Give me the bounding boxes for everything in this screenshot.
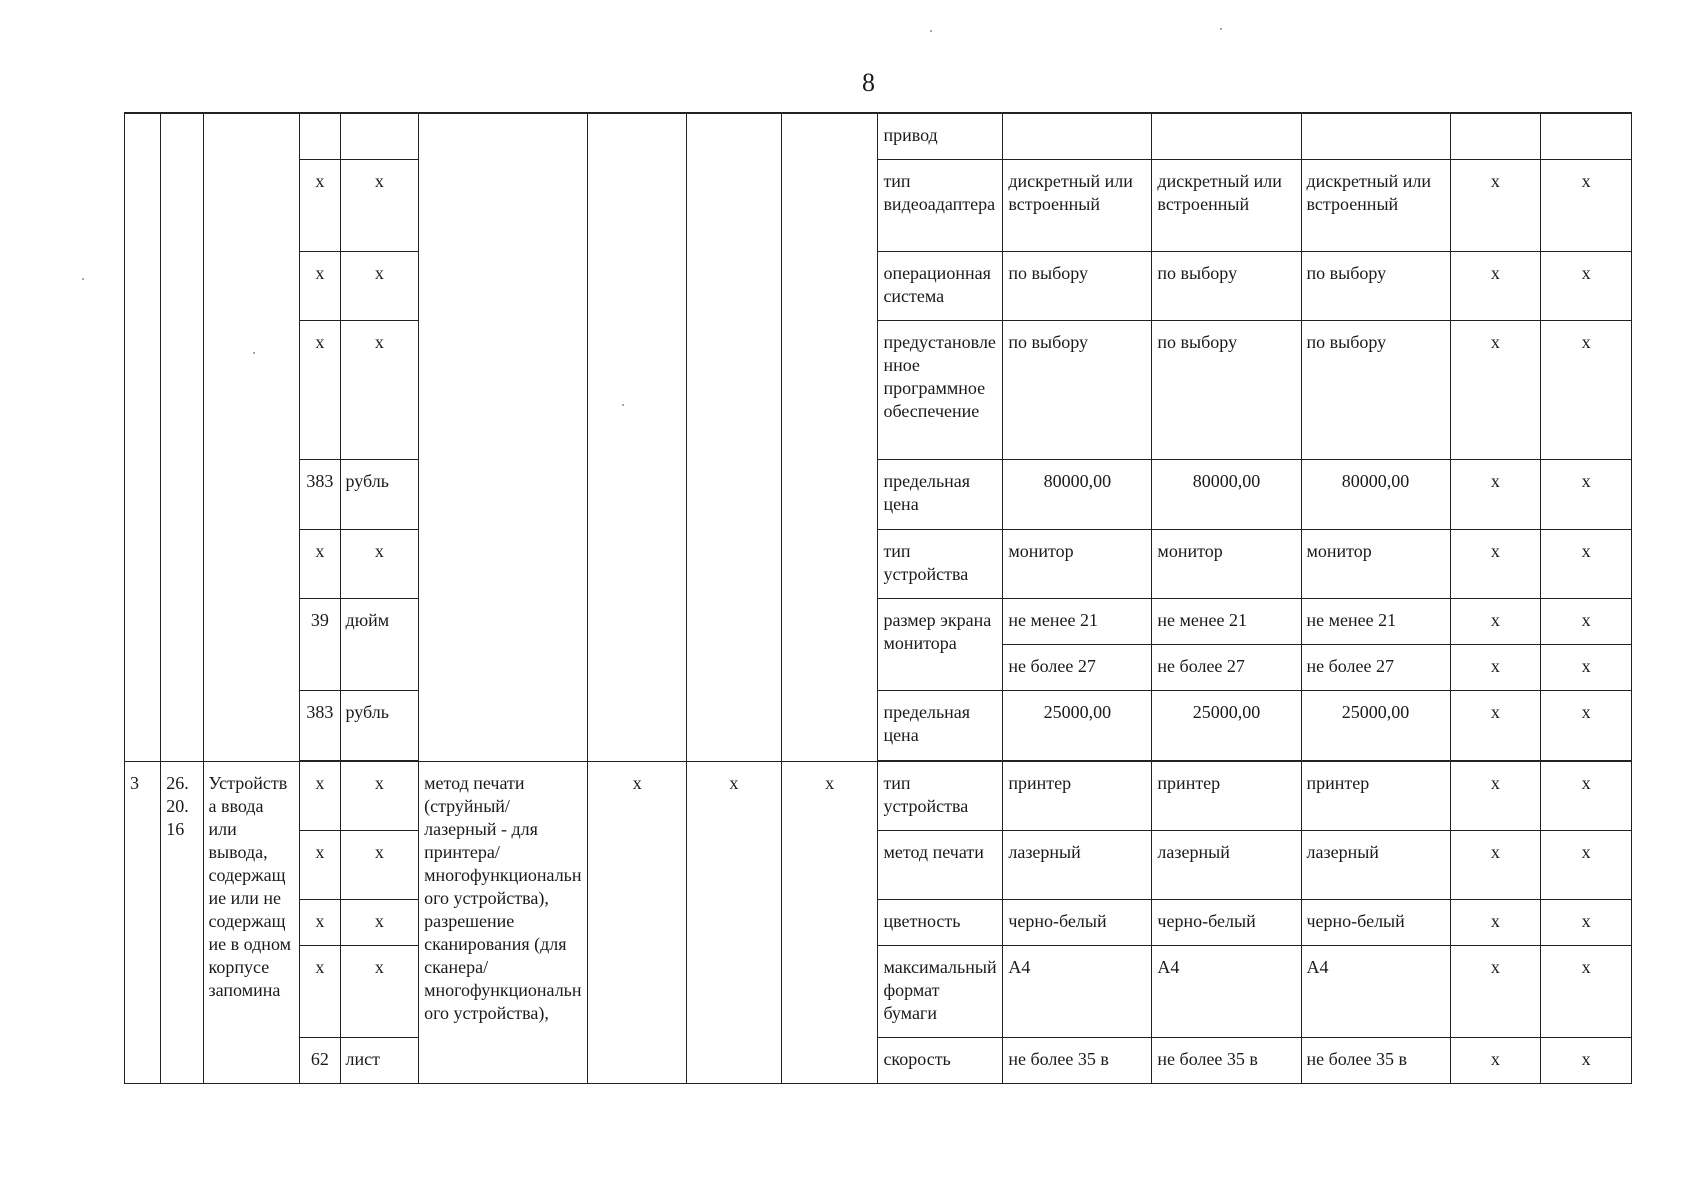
table-row xyxy=(125,830,1632,899)
cell-unit-code: 62 xyxy=(300,1037,340,1083)
cell-x: х xyxy=(1450,899,1541,945)
table-row xyxy=(125,690,1632,760)
cell-unit-code: 383 xyxy=(300,459,340,529)
scan-speck xyxy=(622,404,624,406)
cell-value: 80000,00 xyxy=(1003,459,1152,529)
cell-value: лазерный xyxy=(1003,830,1152,899)
cell-x: х xyxy=(1541,899,1632,945)
cell-x: х xyxy=(1541,945,1632,1037)
cell-value: не менее 21 xyxy=(1003,598,1152,644)
cell-okpd-code: 26.20.16 xyxy=(161,761,203,1083)
cell-unit-code xyxy=(300,113,340,159)
table-row xyxy=(125,761,1632,830)
cell-value: принтер xyxy=(1003,761,1152,830)
cell-unit-name: рубль xyxy=(340,690,419,760)
cell-x xyxy=(1541,113,1632,159)
cell-unit-code: х xyxy=(300,251,340,320)
cell-value xyxy=(1301,113,1450,159)
cell-name-empty xyxy=(203,113,300,761)
cell-value: по выбору xyxy=(1003,320,1152,459)
cell-value: 80000,00 xyxy=(1301,459,1450,529)
cell-value: по выбору xyxy=(1152,251,1301,320)
cell-x: х xyxy=(1541,761,1632,830)
scan-speck xyxy=(82,278,84,280)
scan-speck xyxy=(253,352,255,354)
cell-characteristic: предельная цена xyxy=(878,459,1003,529)
cell-x: х xyxy=(1450,251,1541,320)
cell-unit-name: х xyxy=(340,159,419,251)
cell-characteristic: тип устройства xyxy=(878,761,1003,830)
cell-x: х xyxy=(1450,945,1541,1037)
cell-value: дискретный или встроенный xyxy=(1003,159,1152,251)
table-row xyxy=(125,899,1632,945)
cell-num-empty xyxy=(125,113,161,761)
cell-unit-code: х xyxy=(300,899,340,945)
cell-x: х xyxy=(1541,159,1632,251)
cell-x: х xyxy=(1541,251,1632,320)
cell-value: А4 xyxy=(1152,945,1301,1037)
cell-x: х xyxy=(1450,529,1541,598)
table-row xyxy=(125,320,1632,459)
cell-value: не более 35 в xyxy=(1152,1037,1301,1083)
cell-value xyxy=(1003,113,1152,159)
cell-value: по выбору xyxy=(1152,320,1301,459)
page-number: 8 xyxy=(862,68,875,97)
cell-unit-code: х xyxy=(300,761,340,830)
cell-value: 80000,00 xyxy=(1152,459,1301,529)
cell-characteristic: предустановленное программное обеспечение xyxy=(878,320,1003,459)
cell-characteristic: метод печати xyxy=(878,830,1003,899)
cell-x-empty xyxy=(687,113,782,761)
cell-value: 25000,00 xyxy=(1301,690,1450,760)
cell-unit-name: х xyxy=(340,529,419,598)
cell-x: х xyxy=(1541,320,1632,459)
cell-value xyxy=(1152,113,1301,159)
cell-x: х xyxy=(1450,761,1541,830)
scan-speck xyxy=(1220,28,1222,30)
cell-x: х xyxy=(1541,1037,1632,1083)
cell-unit-name: х xyxy=(340,830,419,899)
cell-characteristic: тип видеоадаптера xyxy=(878,159,1003,251)
table-row xyxy=(125,529,1632,598)
table-row xyxy=(125,251,1632,320)
cell-value: дискретный или встроенный xyxy=(1152,159,1301,251)
cell-x: х xyxy=(1541,529,1632,598)
cell-unit-code: х xyxy=(300,320,340,459)
cell-x: х xyxy=(1450,644,1541,690)
cell-value: не более 35 в xyxy=(1003,1037,1152,1083)
cell-x: х xyxy=(1450,159,1541,251)
cell-characteristic: максимальный формат бумаги xyxy=(878,945,1003,1037)
cell-characteristic: скорость xyxy=(878,1037,1003,1083)
cell-unit-name: лист xyxy=(340,1037,419,1083)
cell-value: по выбору xyxy=(1301,251,1450,320)
cell-x: х xyxy=(1541,690,1632,760)
cell-value: не более 27 xyxy=(1003,644,1152,690)
table-row xyxy=(125,459,1632,529)
cell-x: х xyxy=(1450,598,1541,644)
cell-value: по выбору xyxy=(1301,320,1450,459)
cell-characteristic: привод xyxy=(878,113,1003,159)
cell-x: х xyxy=(1450,320,1541,459)
cell-unit-name: х xyxy=(340,251,419,320)
cell-desc-empty xyxy=(419,113,588,761)
cell-unit-name: дюйм xyxy=(340,598,419,690)
table-row xyxy=(125,113,1632,159)
cell-unit-name: рубль xyxy=(340,459,419,529)
cell-item-name: Устройства ввода или вывода, содержащие или не содержащие в одном корпусе запомина xyxy=(203,761,300,1083)
cell-value: лазерный xyxy=(1152,830,1301,899)
table-row xyxy=(125,598,1632,644)
cell-value: черно-белый xyxy=(1152,899,1301,945)
cell-x: х xyxy=(687,761,782,1083)
cell-value: не более 27 xyxy=(1152,644,1301,690)
cell-x: х xyxy=(1541,459,1632,529)
cell-item-description: метод печати (струйный/лазерный - для принтера/многофункционального устройства), разрешение сканирования (для сканера/многофункционального устройства), xyxy=(419,761,588,1083)
cell-unit-name xyxy=(340,113,419,159)
cell-value: не более 35 в xyxy=(1301,1037,1450,1083)
cell-x: х xyxy=(1450,1037,1541,1083)
cell-value: не менее 21 xyxy=(1301,598,1450,644)
cell-item-number: 3 xyxy=(125,761,161,1083)
cell-x: х xyxy=(1450,459,1541,529)
cell-unit-name: х xyxy=(340,945,419,1037)
cell-unit-code: х xyxy=(300,830,340,899)
cell-x-empty xyxy=(781,113,878,761)
cell-value: А4 xyxy=(1301,945,1450,1037)
cell-characteristic: цветность xyxy=(878,899,1003,945)
cell-value: монитор xyxy=(1152,529,1301,598)
cell-unit-code: х xyxy=(300,159,340,251)
cell-value: не более 27 xyxy=(1301,644,1450,690)
table-row xyxy=(125,159,1632,251)
cell-value: монитор xyxy=(1301,529,1450,598)
scan-speck xyxy=(930,30,932,32)
cell-value: не менее 21 xyxy=(1152,598,1301,644)
cell-unit-code: 39 xyxy=(300,598,340,690)
cell-unit-code: 383 xyxy=(300,690,340,760)
requirements-table xyxy=(124,112,1632,1084)
cell-unit-name: х xyxy=(340,899,419,945)
cell-value: А4 xyxy=(1003,945,1152,1037)
cell-x xyxy=(1450,113,1541,159)
cell-x: х xyxy=(781,761,878,1083)
cell-unit-name: х xyxy=(340,761,419,830)
cell-value: 25000,00 xyxy=(1152,690,1301,760)
cell-value: дискретный или встроенный xyxy=(1301,159,1450,251)
cell-value: 25000,00 xyxy=(1003,690,1152,760)
cell-okpd-empty xyxy=(161,113,203,761)
table-row xyxy=(125,945,1632,1037)
cell-characteristic: операционная система xyxy=(878,251,1003,320)
cell-value: принтер xyxy=(1152,761,1301,830)
cell-value: принтер xyxy=(1301,761,1450,830)
cell-unit-code: х xyxy=(300,529,340,598)
cell-x: х xyxy=(1450,690,1541,760)
cell-value: лазерный xyxy=(1301,830,1450,899)
cell-x-empty xyxy=(588,113,687,761)
cell-x: х xyxy=(1450,830,1541,899)
cell-characteristic: размер экрана монитора xyxy=(878,598,1003,690)
cell-characteristic: тип устройства xyxy=(878,529,1003,598)
cell-unit-code: х xyxy=(300,945,340,1037)
cell-x: х xyxy=(588,761,687,1083)
table-row xyxy=(125,1037,1632,1083)
cell-characteristic: предельная цена xyxy=(878,690,1003,760)
cell-value: черно-белый xyxy=(1301,899,1450,945)
cell-unit-name: х xyxy=(340,320,419,459)
cell-x: х xyxy=(1541,598,1632,644)
cell-x: х xyxy=(1541,644,1632,690)
cell-x: х xyxy=(1541,830,1632,899)
cell-value: по выбору xyxy=(1003,251,1152,320)
cell-value: монитор xyxy=(1003,529,1152,598)
cell-value: черно-белый xyxy=(1003,899,1152,945)
